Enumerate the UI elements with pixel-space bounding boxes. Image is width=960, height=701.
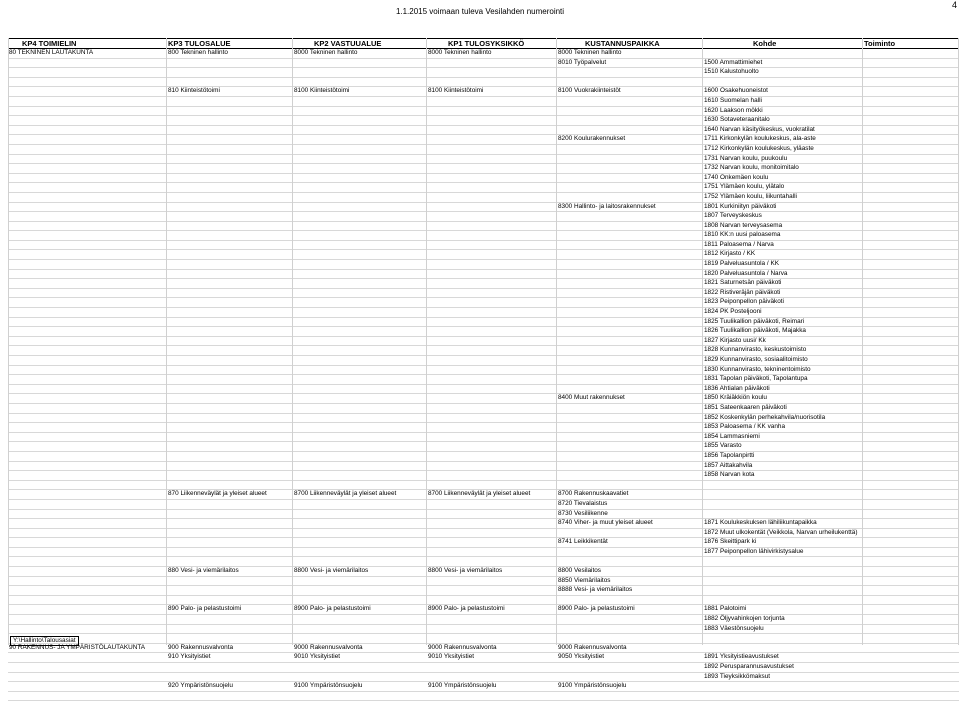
table-row: [8, 625, 959, 635]
table-cell: 1852 Koskenkylän perhekahvila/nuorisotila: [704, 413, 826, 421]
table-row: [8, 298, 959, 308]
table-cell: 8200 Koulurakennukset: [558, 135, 626, 143]
grid-line: [958, 38, 959, 645]
table-cell: 9010 Yksityistiet: [294, 653, 341, 661]
table-row: [8, 155, 959, 165]
table-row: [8, 327, 959, 337]
table-cell: 1824 PK Posteljooni: [704, 308, 762, 316]
table-row: [8, 577, 959, 587]
table-cell: 9050 Yksityistiet: [558, 653, 605, 661]
column-header: KP3 TULOSALUE: [168, 39, 231, 48]
table-cell: 8300 Hallinto- ja laitosrakennukset: [558, 202, 656, 210]
table-row: [8, 337, 959, 347]
table-row: [8, 59, 959, 69]
table-cell: 1640 Narvan käsityökeskus, vuokratilat: [704, 125, 815, 133]
table-cell: 920 Ympäristönsuojelu: [168, 682, 233, 690]
table-cell: 1823 Peiponpellon päiväkoti: [704, 298, 784, 306]
table-row: [8, 145, 959, 155]
table-row: [8, 615, 959, 625]
page-number: 4: [951, 0, 957, 10]
table-row: [8, 605, 959, 615]
table-row: [8, 308, 959, 318]
grid-line: [862, 38, 863, 645]
file-path: Y:\Hallinto\Talousasiat: [10, 636, 79, 646]
table-row: [8, 519, 959, 529]
table-cell: 8000 Tekninen hallinto: [294, 49, 358, 56]
table-row: [8, 68, 959, 78]
table-cell: 880 Vesi- ja viemärilaitos: [168, 567, 239, 575]
table-cell: 1830 Kunnanvirasto, tekninentoimisto: [704, 365, 811, 373]
table-body: [8, 49, 959, 701]
table-row: [8, 366, 959, 376]
table-cell: 8700 Liikenneväylät ja yleiset alueet: [294, 490, 397, 498]
table-cell: 1500 Ammattimiehet: [704, 58, 763, 66]
table-row: [8, 653, 959, 663]
table-row: [8, 692, 959, 701]
table-row: [8, 471, 959, 481]
table-cell: 1751 Ylämäen koulu, ylätalo: [704, 183, 785, 191]
table-cell: 8400 Muut rakennukset: [558, 394, 625, 402]
table-cell: 1732 Narvan koulu, monitoimitalo: [704, 164, 799, 172]
table-cell: 1808 Narvan terveysasema: [704, 221, 783, 229]
table-cell: 1826 Tuulikallion päiväkoti, Majakka: [704, 327, 806, 335]
table-row: [8, 538, 959, 548]
table-row: [8, 318, 959, 328]
table-cell: 8800 Vesi- ja viemärilaitos: [294, 567, 369, 575]
table-row: [8, 500, 959, 510]
table-row: [8, 586, 959, 596]
table-cell: 1711 Kirkonkylän koulukeskus, ala-aste: [704, 135, 816, 143]
table-cell: 1876 Skeittipark ki: [704, 538, 757, 546]
table-cell: 1857 Aittakahvila: [704, 461, 753, 469]
table-cell: 8900 Palo- ja pelastustoimi: [428, 605, 505, 613]
table-row: [8, 452, 959, 462]
table-row: [8, 385, 959, 395]
table-cell: 1827 Kirjasto uusi/ Kk: [704, 336, 766, 344]
table-row: [8, 414, 959, 424]
table-row: [8, 682, 959, 692]
grid-line: [556, 38, 557, 645]
table-row: [8, 634, 959, 644]
table-cell: 8730 Vesiliikenne: [558, 509, 608, 517]
column-header: KP2 VASTUUALUE: [314, 39, 382, 48]
table-cell: 1828 Kunnanvirasto, keskustoimisto: [704, 346, 807, 354]
table-cell: 890 Palo- ja pelastustoimi: [168, 605, 242, 613]
table-cell: 1853 Paloasema / KK vanha: [704, 423, 786, 431]
table-cell: 8800 Vesi- ja viemärilaitos: [428, 567, 503, 575]
table-cell: 1883 Väestönsuojelu: [704, 624, 764, 632]
table-cell: 1812 Kirjasto / KK: [704, 250, 756, 258]
table-row: [8, 510, 959, 520]
table-cell: 1858 Narvan kota: [704, 471, 755, 479]
table-row: [8, 404, 959, 414]
column-header-row: [8, 38, 959, 49]
column-header: Kohde: [753, 39, 777, 48]
table-cell: 1854 Lammasniemi: [704, 432, 760, 440]
table-cell: 9100 Ympäristönsuojelu: [428, 682, 497, 690]
table-cell: 1811 Paloasema / Narva: [704, 240, 774, 248]
table-row: [8, 87, 959, 97]
table-cell: 9010 Yksityistiet: [428, 653, 475, 661]
table-cell: 8740 Viher- ja muut yleiset alueet: [558, 519, 653, 527]
table-row: [8, 356, 959, 366]
table-row: [8, 548, 959, 558]
table-row: [8, 644, 959, 654]
table-row: [8, 231, 959, 241]
table-cell: 1819 Palveluasuntola / KK: [704, 260, 779, 268]
column-header: KP4 TOIMIELIN: [22, 39, 77, 48]
table-row: [8, 49, 959, 59]
table-cell: 800 Tekninen hallinto: [168, 49, 228, 56]
table-cell: 8700 Liikenneväylät ja yleiset alueet: [428, 490, 531, 498]
table-cell: 9000 Rakennusvalvonta: [294, 643, 363, 651]
table-cell: 1810 KK:n uusi paloasema: [704, 231, 781, 239]
table-cell: 1740 Onkemäen koulu: [704, 173, 769, 181]
table-cell: 8720 Tievalaistus: [558, 499, 608, 507]
table-cell: 1712 Kirkonkylän koulukeskus, yläaste: [704, 144, 814, 152]
table-cell: 900 Rakennusvalvonta: [168, 643, 234, 651]
table-row: [8, 270, 959, 280]
table-row: [8, 164, 959, 174]
table-cell: 9100 Ympäristönsuojelu: [558, 682, 627, 690]
table-cell: 1630 Sotaveteraanitalo: [704, 116, 770, 124]
table-cell: 8000 Tekninen hallinto: [558, 49, 622, 56]
table-row: [8, 375, 959, 385]
table-row: [8, 260, 959, 270]
column-header: KUSTANNUSPAIKKA: [585, 39, 660, 48]
table-cell: 1871 Koulukeskuksen lähiliikuntapaikka: [704, 519, 817, 527]
table-row: [8, 135, 959, 145]
table-cell: 1855 Varasto: [704, 442, 742, 450]
table-cell: 1881 Palotoimi: [704, 605, 747, 613]
table-row: [8, 557, 959, 567]
grid-line: [166, 38, 167, 645]
table-row: [8, 203, 959, 213]
table-cell: 8741 Leikkikentät: [558, 538, 608, 546]
table-cell: 8100 Kiinteistötoimi: [294, 87, 350, 95]
table-cell: 1600 Osakehuoneistot: [704, 87, 768, 95]
table-cell: 8100 Kiinteistötoimi: [428, 87, 484, 95]
table-row: [8, 116, 959, 126]
table-cell: 1825 Tuulikallion päiväkoti, Reimari: [704, 317, 805, 325]
column-header: Toiminto: [864, 39, 896, 48]
table-cell: 9100 Ympäristönsuojelu: [294, 682, 363, 690]
table-row: [8, 673, 959, 683]
table-cell: 1856 Tapolanpirtti: [704, 451, 755, 459]
table-cell: 870 Liikenneväylät ja yleiset alueet: [168, 490, 267, 498]
table-cell: 8888 Vesi- ja viemärilaitos: [558, 586, 633, 594]
table-cell: 1850 Kräiäkkiön koulu: [704, 394, 767, 402]
table-cell: 1820 Palveluasuntola / Narva: [704, 269, 788, 277]
table-cell: 1891 Yksityistieavustukset: [704, 653, 779, 661]
table-row: [8, 97, 959, 107]
table-cell: 1620 Laakson mökki: [704, 106, 763, 114]
table-row: [8, 107, 959, 117]
table-cell: 8800 Vesilaitos: [558, 567, 601, 575]
table-row: [8, 193, 959, 203]
table-row: [8, 241, 959, 251]
table-row: [8, 250, 959, 260]
table-cell: 1610 Suomelan halli: [704, 96, 762, 104]
table-cell: 9000 Rakennusvalvonta: [558, 643, 627, 651]
table-cell: 1893 Tieyksikkömaksut: [704, 672, 771, 680]
table-cell: 8850 Viemärilaitos: [558, 576, 611, 584]
table-cell: 80 TEKNINEN LAUTAKUNTA: [9, 49, 94, 56]
table-row: [8, 183, 959, 193]
table-cell: 1882 Öljyvahinkojen torjunta: [704, 615, 785, 623]
table-row: [8, 346, 959, 356]
table-row: [8, 567, 959, 577]
table-cell: 1892 Perusparannusavustukset: [704, 663, 794, 670]
column-header: KP1 TULOSYKSIKKÖ: [448, 39, 525, 48]
table-cell: 1821 Saturnetsän päiväkoti: [704, 279, 782, 287]
table-cell: 8000 Tekninen hallinto: [428, 49, 492, 56]
table-cell: 8010 Työpalvelut: [558, 58, 607, 66]
table-row: [8, 596, 959, 606]
table-row: [8, 462, 959, 472]
table-row: [8, 529, 959, 539]
grid-line: [8, 38, 9, 645]
table-cell: 1829 Kunnanvirasto, sosiaalitoimisto: [704, 356, 808, 363]
table-cell: 1510 Kalustohuolto: [704, 68, 759, 76]
grid-line: [426, 38, 427, 645]
numbering-table: [8, 38, 959, 701]
table-row: [8, 279, 959, 289]
table-row: [8, 126, 959, 136]
table-row: [8, 289, 959, 299]
table-cell: 8700 Rakennuskaavatiet: [558, 490, 629, 498]
table-row: [8, 174, 959, 184]
table-cell: 1872 Muut ulkokentät (Veikkola, Narvan urheilukenttä): [704, 528, 858, 536]
table-cell: 910 Yksityistiet: [168, 653, 211, 661]
page-title: 1.1.2015 voimaan tuleva Vesilahden numerointi: [395, 7, 565, 16]
table-cell: 1836 Ahtialan päiväkoti: [704, 384, 770, 392]
table-cell: 90 RAKENNUS- JA YMPÄRISTÖLAUTAKUNTA: [9, 643, 146, 651]
table-cell: 9000 Rakennusvalvonta: [428, 643, 497, 651]
table-row: [8, 212, 959, 222]
table-cell: 1807 Terveyskeskus: [704, 212, 762, 220]
table-cell: 8900 Palo- ja pelastustoimi: [558, 605, 635, 613]
table-cell: 8900 Palo- ja pelastustoimi: [294, 605, 371, 613]
table-cell: 1752 Ylämäen koulu, liikuntahalli: [704, 192, 797, 200]
table-cell: 1831 Tapolan päiväkoti, Tapolantupa: [704, 375, 808, 383]
table-row: [8, 481, 959, 491]
table-cell: 1822 Ristiveräjän päiväkoti: [704, 288, 781, 296]
table-row: [8, 222, 959, 232]
table-cell: 1877 Peiponpellon lähivirkistysalue: [704, 547, 804, 555]
table-cell: 1851 Sateenkaaren päiväkoti: [704, 403, 787, 411]
grid-line: [292, 38, 293, 645]
table-row: [8, 423, 959, 433]
table-cell: 1731 Narvan koulu, puukoulu: [704, 154, 788, 162]
table-row: [8, 433, 959, 443]
grid-line: [702, 38, 703, 645]
table-row: [8, 78, 959, 88]
table-row: [8, 663, 959, 673]
table-cell: 810 Kiinteistötoimi: [168, 87, 220, 95]
table-row: [8, 394, 959, 404]
table-cell: 8100 Vuokrakiinteistöt: [558, 87, 621, 95]
table-row: [8, 442, 959, 452]
table-row: [8, 490, 959, 500]
table-cell: 1801 Kurkiniityn päiväkoti: [704, 202, 777, 210]
